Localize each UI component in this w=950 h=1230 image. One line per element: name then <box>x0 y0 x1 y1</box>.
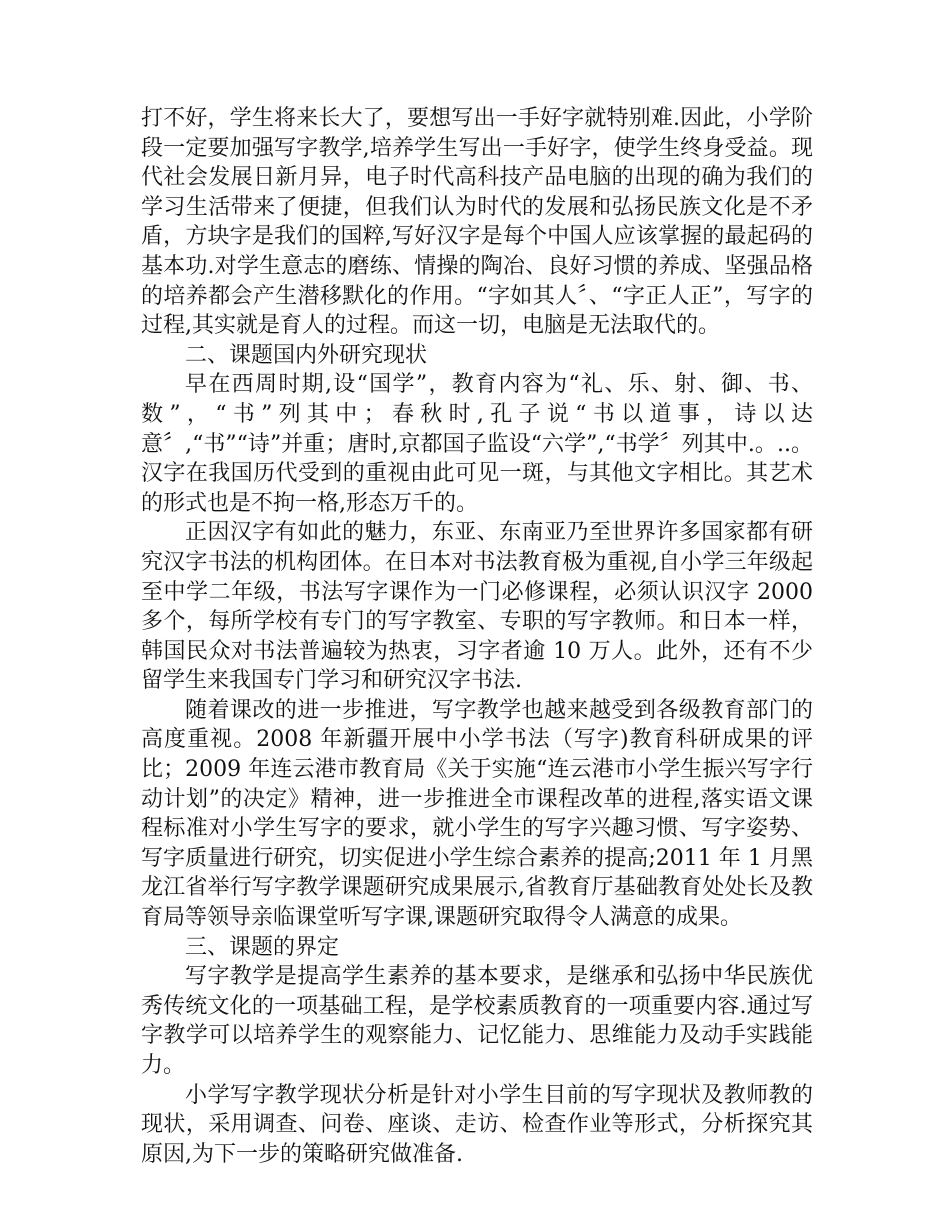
paragraph-analysis: 小学写字教学现状分析是针对小学生目前的写字现状及教师教的现状，采用调查、问卷、座谈、走访、检查作业等形式，分析探究其原因,为下一步的策略研究做准备. <box>141 1082 813 1167</box>
paragraph-history: 早在西周时期,设“国学”，教育内容为“礼、乐、射、御、书、数”，“书”列其中；春秋时,孔子说“书以道事，诗以达意〞,“书”“诗”并重；唐时,京都国子监设“六学”,“书学〞列其中.。..。汉字在我国历代受到的重视由此可见一斑，与其他文字相比。其艺术的形式也是不拘一格,形态万千的。 <box>141 372 813 516</box>
section-heading-research-status: 二、课题国内外研究现状 <box>185 342 428 368</box>
paragraph-reform: 随着课改的进一步推进，写字教学也越来越受到各级教育部门的高度重视。2008 年新疆开展中小学书法（写字)教育科研成果的评比；2009 年连云港市教育局《关于实施“连云港市小学生振兴写字行动计划”的决定》精神，进一步推进全市课程改革的进程,落实语文课程标准对小学生写字的要求，就小学生的写字兴趣习惯、写字姿势、写字质量进行研究，切实促进小学生综合素养的提高;2011 年 1 月黑龙江省举行写字教学课题研究成果展示,省教育厅基础教育处处长及教育局等领导亲临课堂听写字课,课题研究取得令人满意的成果。 <box>141 697 813 931</box>
section-heading-definition: 三、课题的界定 <box>185 934 340 960</box>
paragraph-international: 正因汉字有如此的魅力，东亚、东南亚乃至世界许多国家都有研究汉字书法的机构团体。在日本对书法教育极为重视,自小学三年级起至中学二年级，书法写字课作为一门必修课程，必须认识汉字 2000 多个，每所学校有专门的写字教室、专职的写字教师。和日本一样，韩国民众对书法普遍较为热衷，习字者逾 10 万人。此外，还有不少留学生来我国专门学习和研究汉字书法. <box>141 520 813 694</box>
paragraph-definition: 写字教学是提高学生素养的基本要求，是继承和弘扬中华民族优秀传统文化的一项基础工程，是学校素质教育的一项重要内容.通过写字教学可以培养学生的观察能力、记忆能力、思维能力及动手实践能力。 <box>141 964 813 1078</box>
document-page <box>141 104 813 1169</box>
paragraph-intro-continuation: 打不好，学生将来长大了，要想写出一手好字就特别难.因此，小学阶段一定要加强写字教学,培养学生写出一手好字，使学生终身受益。现代社会发展日新月异，电子时代高科技产品电脑的出现的确为我们的学习生活带来了便捷，但我们认为时代的发展和弘扬民族文化是不矛盾，方块字是我们的国粹,写好汉字是每个中国人应该掌握的最起码的基本功.对学生意志的磨练、情操的陶冶、良好习惯的养成、坚强品格的培养都会产生潜移默化的作用。“字如其人〞、“字正人正”，写字的过程,其实就是育人的过程。而这一切，电脑是无法取代的。 <box>141 106 813 339</box>
